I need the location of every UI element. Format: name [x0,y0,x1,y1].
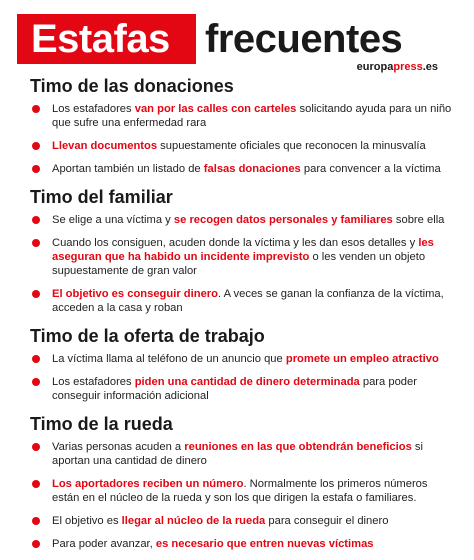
brand-logo [357,61,438,73]
bullet-dot-icon [32,540,40,548]
section-title: Timo de las donaciones [30,76,234,96]
bullet-dot-icon [32,239,40,247]
highlighted-text: reuniones en las que obtendrán beneficios [184,441,412,453]
section-title: Timo de la oferta de trabajo [30,326,265,346]
section-title: Timo de la rueda [30,414,173,434]
header [0,0,474,80]
highlighted-text: Los aportadores reciben un número [52,478,244,490]
item-text: supuestamente oficiales que reconocen la minusvalía [157,140,426,152]
list-item [0,236,474,278]
bullet-dot-icon [32,165,40,173]
highlighted-text: Llevan documentos [52,140,158,152]
highlighted-text: es necesario que entren nuevas víctimas [155,538,374,550]
bullet-dot-icon [32,378,40,386]
highlighted-text: El objetivo es conseguir dinero [52,288,218,300]
item-text: Para poder avanzar, [52,538,156,550]
highlighted-text: se recogen datos personales y familiares [173,214,393,226]
highlighted-text: llegar al núcleo de la rueda [121,515,266,527]
highlighted-text: promete un empleo atractivo [285,353,439,365]
highlighted-text: les aseguran que ha habido un incidente imprevisto [52,237,434,263]
item-text: . A veces se ganan la confianza de la víctima, acceden a la casa y roban [52,288,444,314]
brand-part-b: press [393,61,423,73]
bullet-dot-icon [32,142,40,150]
item-text: Los estafadores [52,376,135,388]
item-text: Los estafadores [52,103,135,115]
section [0,185,474,315]
item-text: Cuando los consiguen, acuden donde la víctima y les dan esos detalles y [52,237,419,249]
list-item [0,139,474,153]
list-item [0,440,474,468]
bullet-dot-icon [32,216,40,224]
item-text: o les venden un objeto supuestamente de gran valor [52,251,426,277]
bullet-dot-icon [32,517,40,525]
item-text: Se elige a una víctima y [52,214,174,226]
item-text: para poder conseguir información adicional [52,376,417,402]
highlighted-text: piden una cantidad de dinero determinada [134,376,360,388]
sections-list [0,74,474,560]
list-item [0,162,474,176]
title-red-box: Estafas [17,14,196,64]
item-text: sobre ella [392,214,445,226]
bullet-dot-icon [32,443,40,451]
item-text: La víctima llama al teléfono de un anuncio que [52,353,286,365]
list-item [0,477,474,505]
section [0,412,474,551]
list-item [0,537,474,551]
highlighted-text: falsas donaciones [203,163,301,175]
bullet-dot-icon [32,355,40,363]
brand-part-a: europa [356,61,394,73]
list-item [0,213,474,227]
item-text: para convencer a la víctima [300,163,441,175]
item-text: solicitando ayuda para un niño que sufre una enfermedad rara [52,103,452,129]
list-item [0,287,474,315]
item-text: . Normalmente los primeros números están en el núcleo de la rueda y son los que dirigen la estafa o familiares. [52,478,428,504]
item-text: Aportan también un listado de [52,163,204,175]
item-text: El objetivo es [52,515,122,527]
item-text: si aportan una cantidad de dinero [52,441,423,467]
list-item [0,375,474,403]
bullet-dot-icon [32,105,40,113]
list-item [0,102,474,130]
brand-part-c: .es [422,61,438,73]
bullet-dot-icon [32,290,40,298]
list-item [0,352,474,366]
section-title: Timo del familiar [30,187,173,207]
list-item [0,514,474,528]
section [0,74,474,176]
item-text: Varias personas acuden a [52,441,185,453]
title-dark-text: frecuentes [205,17,403,61]
highlighted-text: van por las calles con carteles [134,103,297,115]
section [0,324,474,403]
bullet-dot-icon [32,480,40,488]
item-text: para conseguir el dinero [265,515,389,527]
